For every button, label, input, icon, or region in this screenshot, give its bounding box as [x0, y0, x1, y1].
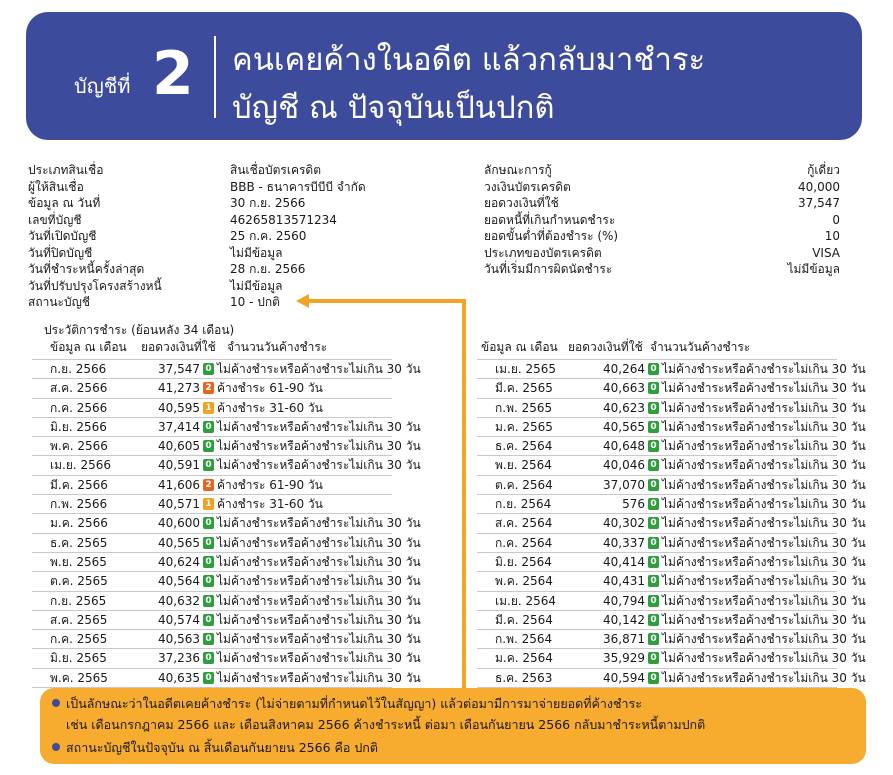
table-row [32, 553, 421, 572]
row-month: พ.ค. 2566 [50, 439, 108, 454]
payment-history-title: ประวัติการชำระ (ย้อนหลัง 34 เดือน) [44, 323, 235, 337]
row-amount: 37,070 [603, 477, 645, 492]
row-status: ไม่ค้างชำระหรือค้างชำระไม่เกิน 30 วัน [217, 574, 421, 589]
table-row [477, 437, 866, 456]
status-badge: 0 [648, 556, 659, 568]
row-month: ธ.ค. 2564 [495, 439, 553, 454]
row-month: มี.ค. 2564 [495, 612, 553, 627]
account-info-right [484, 162, 840, 278]
header-divider [214, 36, 216, 118]
status-badge: 0 [203, 440, 214, 452]
info-row [28, 162, 448, 179]
row-amount: 41,606 [158, 477, 200, 492]
row-month: พ.ค. 2564 [495, 574, 553, 589]
status-badge: 0 [203, 595, 214, 607]
table-row [477, 649, 866, 668]
row-amount: 576 [622, 497, 645, 512]
callout-arrow-head-icon [296, 294, 309, 308]
row-month: ก.พ. 2564 [495, 632, 553, 647]
table-row [477, 534, 866, 553]
status-badge: 0 [648, 595, 659, 607]
row-month: ก.ค. 2565 [50, 632, 108, 647]
status-badge: 0 [648, 459, 659, 471]
info-value: ไม่มีข้อมูล [787, 262, 840, 276]
row-amount: 40,648 [603, 439, 645, 454]
info-label: วันที่ปรับปรุงโครงสร้างหนี้ [28, 278, 162, 293]
bullet-icon [52, 699, 60, 707]
row-month: มิ.ย. 2565 [50, 651, 107, 666]
table-row [477, 495, 866, 514]
row-amount: 36,871 [603, 632, 645, 647]
payment-history-table-right [477, 359, 866, 688]
row-amount: 41,273 [158, 381, 200, 396]
row-month: ธ.ค. 2565 [50, 535, 108, 550]
row-amount: 37,547 [158, 362, 200, 376]
row-month: ม.ค. 2565 [495, 419, 553, 434]
info-row [28, 245, 448, 262]
row-month: มี.ค. 2566 [50, 477, 108, 492]
table-row [32, 476, 392, 495]
account-info-left [28, 162, 448, 311]
status-badge: 0 [648, 537, 659, 549]
table-row [477, 592, 866, 611]
table-row [32, 437, 421, 456]
status-badge: 0 [648, 363, 659, 375]
row-amount: 40,046 [603, 458, 645, 473]
row-status: ไม่ค้างชำระหรือค้างชำระไม่เกิน 30 วัน [217, 651, 421, 666]
info-label: ประเภทสินเชื่อ [28, 163, 104, 177]
col-header-amount: ยอดวงเงินที่ใช้ [141, 340, 216, 354]
row-month: พ.ย. 2564 [495, 458, 552, 473]
row-status: ค้างชำระ 31-60 วัน [217, 497, 323, 512]
info-value: 10 - ปกติ [230, 295, 280, 309]
info-row [28, 278, 448, 295]
info-value: กู้เดี่ยว [807, 163, 840, 177]
table-row [32, 379, 392, 398]
info-row [484, 228, 840, 245]
account-number: 2 [152, 39, 194, 109]
info-row [28, 228, 448, 245]
row-month: พ.ย. 2565 [50, 554, 107, 569]
info-value: สินเชื่อบัตรเครดิต [230, 163, 321, 177]
status-badge: 0 [203, 633, 214, 645]
row-amount: 40,635 [158, 670, 200, 685]
row-status: ไม่ค้างชำระหรือค้างชำระไม่เกิน 30 วัน [217, 632, 421, 647]
info-label: ยอดขั้นต่ำที่ต้องชำระ (%) [484, 229, 619, 243]
col-header-status: จำนวนวันค้างชำระ [227, 340, 328, 354]
row-status: ไม่ค้างชำระหรือค้างชำระไม่เกิน 30 วัน [662, 497, 866, 512]
row-amount: 40,595 [158, 400, 200, 415]
row-status: ไม่ค้างชำระหรือค้างชำระไม่เกิน 30 วัน [662, 593, 866, 608]
row-amount: 40,623 [603, 400, 645, 415]
info-label: ยอดหนี้ที่เกินกำหนดชำระ [484, 212, 616, 227]
row-status: ค้างชำระ 61-90 วัน [217, 381, 323, 396]
table-row [32, 630, 421, 649]
row-amount: 40,414 [603, 554, 645, 569]
bullet-icon [52, 743, 60, 751]
status-badge: 0 [203, 614, 214, 626]
table-row [477, 360, 866, 379]
row-status: ไม่ค้างชำระหรือค้างชำระไม่เกิน 30 วัน [662, 632, 866, 647]
status-badge: 0 [648, 440, 659, 452]
row-month: ส.ค. 2564 [495, 516, 553, 531]
info-label: เลขที่บัญชี [28, 212, 82, 227]
info-value: 46265813571234 [230, 212, 337, 227]
table-row [32, 418, 421, 437]
info-value: 37,547 [798, 196, 840, 210]
status-badge: 0 [648, 652, 659, 664]
row-amount: 40,431 [603, 574, 645, 589]
info-row [28, 195, 448, 212]
info-value: ไม่มีข้อมูล [230, 245, 283, 260]
table-row [32, 611, 421, 630]
status-badge: 0 [648, 672, 659, 684]
info-row [484, 212, 840, 229]
status-badge: 0 [203, 363, 214, 375]
row-status: ไม่ค้างชำระหรือค้างชำระไม่เกิน 30 วัน [662, 362, 866, 376]
row-month: ต.ค. 2564 [495, 477, 553, 492]
table-row [32, 399, 392, 418]
info-row [484, 179, 840, 196]
info-label: สถานะบัญชี [28, 295, 90, 309]
row-amount: 40,337 [603, 535, 645, 550]
row-month: มิ.ย. 2566 [50, 419, 107, 434]
row-status: ไม่ค้างชำระหรือค้างชำระไม่เกิน 30 วัน [217, 593, 421, 608]
row-amount: 40,794 [603, 593, 645, 608]
row-month: ก.ย. 2565 [50, 593, 107, 608]
table-row [477, 514, 866, 533]
row-status: ไม่ค้างชำระหรือค้างชำระไม่เกิน 30 วัน [217, 516, 421, 531]
col-header-month-right: ข้อมูล ณ เดือน [481, 340, 558, 354]
row-status: ค้างชำระ 61-90 วัน [217, 477, 323, 492]
row-status: ไม่ค้างชำระหรือค้างชำระไม่เกิน 30 วัน [662, 477, 866, 492]
table-row [477, 669, 866, 688]
row-month: ต.ค. 2565 [50, 574, 108, 589]
status-badge: 0 [203, 575, 214, 587]
status-badge: 2 [203, 479, 214, 491]
row-status: ไม่ค้างชำระหรือค้างชำระไม่เกิน 30 วัน [662, 554, 866, 569]
status-badge: 0 [203, 537, 214, 549]
row-month: ก.พ. 2565 [495, 400, 553, 415]
info-label: ผู้ให้สินเชื่อ [28, 179, 84, 194]
payment-history-table-left [32, 359, 421, 688]
row-amount: 40,564 [158, 574, 200, 589]
info-label: ประเภทของบัตรเครดิต [484, 245, 602, 260]
col-header-month: ข้อมูล ณ เดือน [50, 340, 127, 354]
row-status: ไม่ค้างชำระหรือค้างชำระไม่เกิน 30 วัน [217, 554, 421, 569]
row-amount: 37,414 [158, 419, 200, 434]
callout-arrow-line [462, 300, 466, 692]
row-status: ไม่ค้างชำระหรือค้างชำระไม่เกิน 30 วัน [662, 670, 866, 685]
status-badge: 0 [648, 421, 659, 433]
status-badge: 0 [648, 614, 659, 626]
info-label: วันที่เปิดบัญชี [28, 229, 97, 243]
row-amount: 40,591 [158, 458, 200, 473]
table-row [477, 630, 866, 649]
status-badge: 0 [203, 421, 214, 433]
row-status: ไม่ค้างชำระหรือค้างชำระไม่เกิน 30 วัน [662, 516, 866, 531]
info-value: VISA [812, 245, 840, 260]
table-row [477, 572, 866, 591]
info-label: ลักษณะการกู้ [484, 163, 552, 177]
row-amount: 40,264 [603, 362, 645, 376]
row-amount: 40,142 [603, 612, 645, 627]
row-month: มิ.ย. 2564 [495, 554, 552, 569]
status-badge: 0 [648, 517, 659, 529]
row-amount: 35,929 [603, 651, 645, 666]
info-value: 40,000 [798, 179, 840, 194]
info-label: ยอดวงเงินที่ใช้ [484, 196, 559, 210]
status-badge: 0 [203, 672, 214, 684]
info-row [484, 261, 840, 278]
status-badge: 1 [203, 498, 214, 510]
row-amount: 40,600 [158, 516, 200, 531]
row-status: ไม่ค้างชำระหรือค้างชำระไม่เกิน 30 วัน [662, 574, 866, 589]
row-month: เม.ย. 2566 [50, 458, 112, 473]
row-status: ไม่ค้างชำระหรือค้างชำระไม่เกิน 30 วัน [217, 362, 421, 376]
row-month: ม.ค. 2564 [495, 651, 553, 666]
info-value: 28 ก.ย. 2566 [230, 262, 306, 276]
row-amount: 40,624 [158, 554, 200, 569]
note-bullet1-line2: เช่น เดือนกรกฎาคม 2566 และ เดือนสิงหาคม 2566 ค้างชำระหนี้ ต่อมา เดือนกันยายน 2566 กลับมาชำระหนี้ตามปกติ [66, 717, 706, 732]
status-badge: 1 [203, 402, 214, 414]
row-status: ไม่ค้างชำระหรือค้างชำระไม่เกิน 30 วัน [662, 458, 866, 473]
row-month: ม.ค. 2566 [50, 516, 108, 531]
table-row [477, 611, 866, 630]
info-value: 10 [824, 229, 840, 243]
note-bullet1-line1: เป็นลักษณะว่าในอดีตเคยค้างชำระ (ไม่จ่ายตามที่กำหนดไว้ในสัญญา) แล้วต่อมามีการมาจ่ายยอดที่ค้างชำระ [66, 696, 642, 711]
status-badge: 0 [203, 652, 214, 664]
note-bullet2: สถานะบัญชีในปัจจุบัน ณ สิ้นเดือนกันยายน 2566 คือ ปกติ [66, 740, 378, 755]
row-amount: 40,594 [603, 670, 645, 685]
col-header-amount-right: ยอดวงเงินที่ใช้ [568, 340, 643, 354]
table-row [477, 379, 866, 398]
info-row [28, 261, 448, 278]
page-title-line1: คนเคยค้างในอดีต แล้วกลับมาชำระ [232, 42, 706, 78]
row-status: ไม่ค้างชำระหรือค้างชำระไม่เกิน 30 วัน [217, 670, 421, 685]
table-row [32, 495, 392, 514]
row-month: ธ.ค. 2563 [495, 670, 553, 685]
row-status: ไม่ค้างชำระหรือค้างชำระไม่เกิน 30 วัน [217, 419, 421, 434]
row-status: ไม่ค้างชำระหรือค้างชำระไม่เกิน 30 วัน [662, 419, 866, 434]
info-label: วันที่ปิดบัญชี [28, 245, 93, 260]
info-row [484, 245, 840, 262]
info-row [28, 212, 448, 229]
info-value: ไม่มีข้อมูล [230, 278, 283, 293]
row-amount: 40,563 [158, 632, 200, 647]
row-month: พ.ค. 2565 [50, 670, 108, 685]
row-status: ไม่ค้างชำระหรือค้างชำระไม่เกิน 30 วัน [217, 458, 421, 473]
row-month: ส.ค. 2566 [50, 381, 108, 396]
row-month: เม.ย. 2565 [495, 362, 557, 376]
status-badge: 0 [648, 382, 659, 394]
status-badge: 2 [203, 382, 214, 394]
info-row [484, 162, 840, 179]
row-amount: 37,236 [158, 651, 200, 666]
info-row [28, 179, 448, 196]
account-label: บัญชีที่ [74, 74, 131, 98]
table-row [32, 669, 421, 688]
status-badge: 0 [648, 479, 659, 491]
table-row [477, 399, 866, 418]
status-badge: 0 [648, 633, 659, 645]
row-amount: 40,632 [158, 593, 200, 608]
status-badge: 0 [648, 498, 659, 510]
table-row [32, 360, 421, 379]
row-amount: 40,302 [603, 516, 645, 531]
status-badge: 0 [648, 575, 659, 587]
info-label: วงเงินบัตรเครดิต [484, 179, 571, 194]
status-badge: 0 [203, 517, 214, 529]
row-status: ไม่ค้างชำระหรือค้างชำระไม่เกิน 30 วัน [662, 535, 866, 550]
row-status: ไม่ค้างชำระหรือค้างชำระไม่เกิน 30 วัน [662, 612, 866, 627]
row-status: ค้างชำระ 31-60 วัน [217, 400, 323, 415]
row-amount: 40,565 [603, 419, 645, 434]
row-amount: 40,605 [158, 439, 200, 454]
row-month: มี.ค. 2565 [495, 381, 553, 396]
info-value: 30 ก.ย. 2566 [230, 196, 306, 210]
info-value: 0 [832, 212, 840, 227]
callout-arrow-line-horizontal [308, 299, 466, 303]
row-amount: 40,565 [158, 535, 200, 550]
explanation-note [40, 688, 866, 764]
row-month: เม.ย. 2564 [495, 593, 557, 608]
table-row [477, 456, 866, 475]
table-row [32, 456, 421, 475]
status-badge: 0 [203, 556, 214, 568]
row-amount: 40,663 [603, 381, 645, 396]
table-row [477, 476, 866, 495]
info-label: วันที่ชำระหนี้ครั้งล่าสุด [28, 262, 145, 276]
status-badge: 0 [203, 459, 214, 471]
row-month: ก.ย. 2566 [50, 362, 107, 376]
col-header-status-right: จำนวนวันค้างชำระ [650, 340, 751, 354]
row-month: ส.ค. 2565 [50, 612, 108, 627]
table-row [32, 514, 421, 533]
row-month: ก.ย. 2564 [495, 497, 552, 512]
row-status: ไม่ค้างชำระหรือค้างชำระไม่เกิน 30 วัน [662, 381, 866, 396]
row-month: ก.ค. 2564 [495, 535, 553, 550]
info-row [484, 195, 840, 212]
row-status: ไม่ค้างชำระหรือค้างชำระไม่เกิน 30 วัน [217, 439, 421, 454]
row-status: ไม่ค้างชำระหรือค้างชำระไม่เกิน 30 วัน [662, 651, 866, 666]
status-badge: 0 [648, 402, 659, 414]
info-value: BBB - ธนาคารบีบีบี จำกัด [230, 179, 366, 194]
table-row [32, 572, 421, 591]
row-status: ไม่ค้างชำระหรือค้างชำระไม่เกิน 30 วัน [217, 612, 421, 627]
table-row [32, 534, 421, 553]
row-status: ไม่ค้างชำระหรือค้างชำระไม่เกิน 30 วัน [217, 535, 421, 550]
row-amount: 40,574 [158, 612, 200, 627]
row-month: ก.ค. 2566 [50, 400, 108, 415]
row-month: ก.พ. 2566 [50, 497, 108, 512]
header-banner [26, 12, 862, 140]
table-row [477, 418, 866, 437]
table-row [32, 592, 421, 611]
info-value: 25 ก.ค. 2560 [230, 229, 307, 243]
info-label: วันที่เริ่มมีการผิดนัดชำระ [484, 262, 613, 276]
row-status: ไม่ค้างชำระหรือค้างชำระไม่เกิน 30 วัน [662, 439, 866, 454]
row-status: ไม่ค้างชำระหรือค้างชำระไม่เกิน 30 วัน [662, 400, 866, 415]
row-amount: 40,571 [158, 497, 200, 512]
info-label: ข้อมูล ณ วันที่ [28, 196, 101, 210]
page-title-line2: บัญชี ณ ปัจจุบันเป็นปกติ [232, 90, 555, 126]
table-row [32, 649, 421, 668]
table-row [477, 553, 866, 572]
